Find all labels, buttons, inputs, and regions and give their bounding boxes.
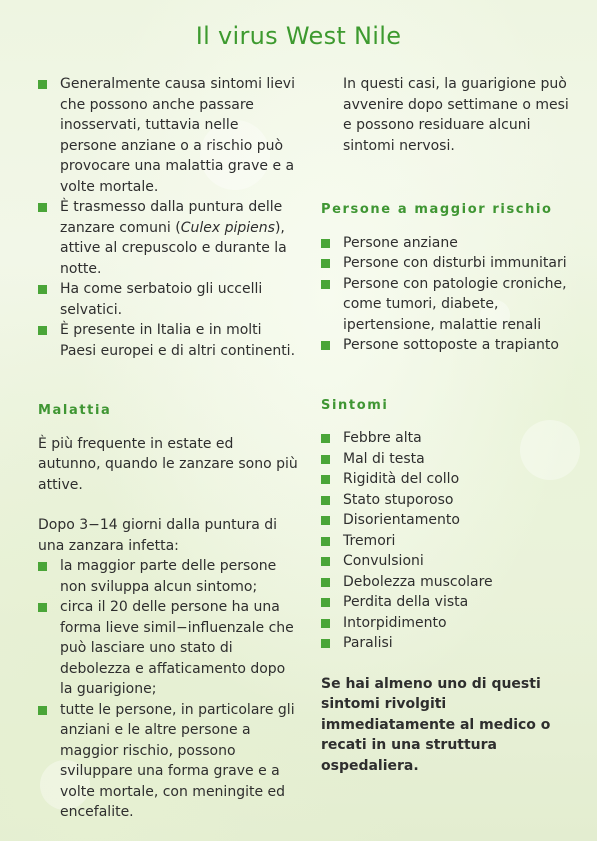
- list-item: circa il 20 delle persone ha una forma lieve simil−influenzale che può lasciare uno stato di debolezza e affaticamento dopo la guarigione;: [38, 597, 298, 700]
- risk-list: [321, 233, 571, 356]
- list-item: Persone con patologie croniche, come tumori, diabete, ipertensione, malattie renali: [321, 274, 571, 336]
- symptoms-list: [321, 428, 571, 654]
- malattia-paragraph: Dopo 3−14 giorni dalla puntura di una zanzara infetta:: [38, 517, 278, 554]
- list-item: Ha come serbatoio gli uccelli selvatici.: [38, 279, 298, 320]
- list-item-text: ), attive al crepuscolo e durante la notte.: [60, 219, 287, 277]
- list-item: Paralisi: [321, 633, 571, 654]
- page-title: Il virus West Nile: [195, 22, 402, 50]
- list-item: Disorientamento: [321, 510, 571, 531]
- list-item-text: È trasmesso dalla puntura delle zanzare comuni (: [60, 199, 283, 236]
- list-item: tutte le persone, in particolare gli anziani e le altre persone a maggior rischio, possono sviluppare una forma grave e a volte mortale, con meningite ed encefalite.: [38, 700, 298, 823]
- intro-list: [38, 74, 298, 361]
- list-item: Convulsioni: [321, 551, 571, 572]
- malattia-paragraph: È più frequente in estate ed autunno, quando le zanzare sono più attive.: [38, 435, 298, 493]
- list-item: È presente in Italia e in molti Paesi europei e di altri continenti.: [38, 320, 298, 361]
- intro-paragraph: In questi casi, la guarigione può avvenire dopo settimane o mesi e possono residuare alcuni sintomi nervosi.: [343, 76, 569, 154]
- list-item: Persone anziane: [321, 233, 571, 254]
- list-item: Intorpidimento: [321, 613, 571, 634]
- list-item: Tremori: [321, 531, 571, 552]
- right-column: [321, 74, 571, 776]
- section-heading-sintomi: Sintomi: [321, 397, 389, 413]
- list-item: Mal di testa: [321, 449, 571, 470]
- list-item: Persone sottoposte a trapianto: [321, 335, 571, 356]
- list-item: Persone con disturbi immunitari: [321, 253, 571, 274]
- list-item: [38, 197, 298, 279]
- list-item: Perdita della vista: [321, 592, 571, 613]
- closing-advice: Se hai almeno uno di questi sintomi rivolgiti immediatamente al medico o recati in una struttura ospedaliera.: [321, 675, 551, 774]
- list-item: la maggior parte delle persone non sviluppa alcun sintomo;: [38, 556, 298, 597]
- left-column: [38, 74, 298, 823]
- species-name: Culex pipiens: [180, 219, 275, 236]
- list-item: Generalmente causa sintomi lievi che possono anche passare inosservati, tuttavia nelle persone anziane o a rischio può provocare una malattia grave e a volte mortale.: [38, 74, 298, 197]
- list-item: Febbre alta: [321, 428, 571, 449]
- list-item: Rigidità del collo: [321, 469, 571, 490]
- list-item: Stato stuporoso: [321, 490, 571, 511]
- section-heading-malattia: Malattia: [38, 403, 112, 418]
- section-heading-rischio: Persone a maggior rischio: [321, 202, 553, 217]
- list-item: Debolezza muscolare: [321, 572, 571, 593]
- malattia-list: [38, 556, 298, 823]
